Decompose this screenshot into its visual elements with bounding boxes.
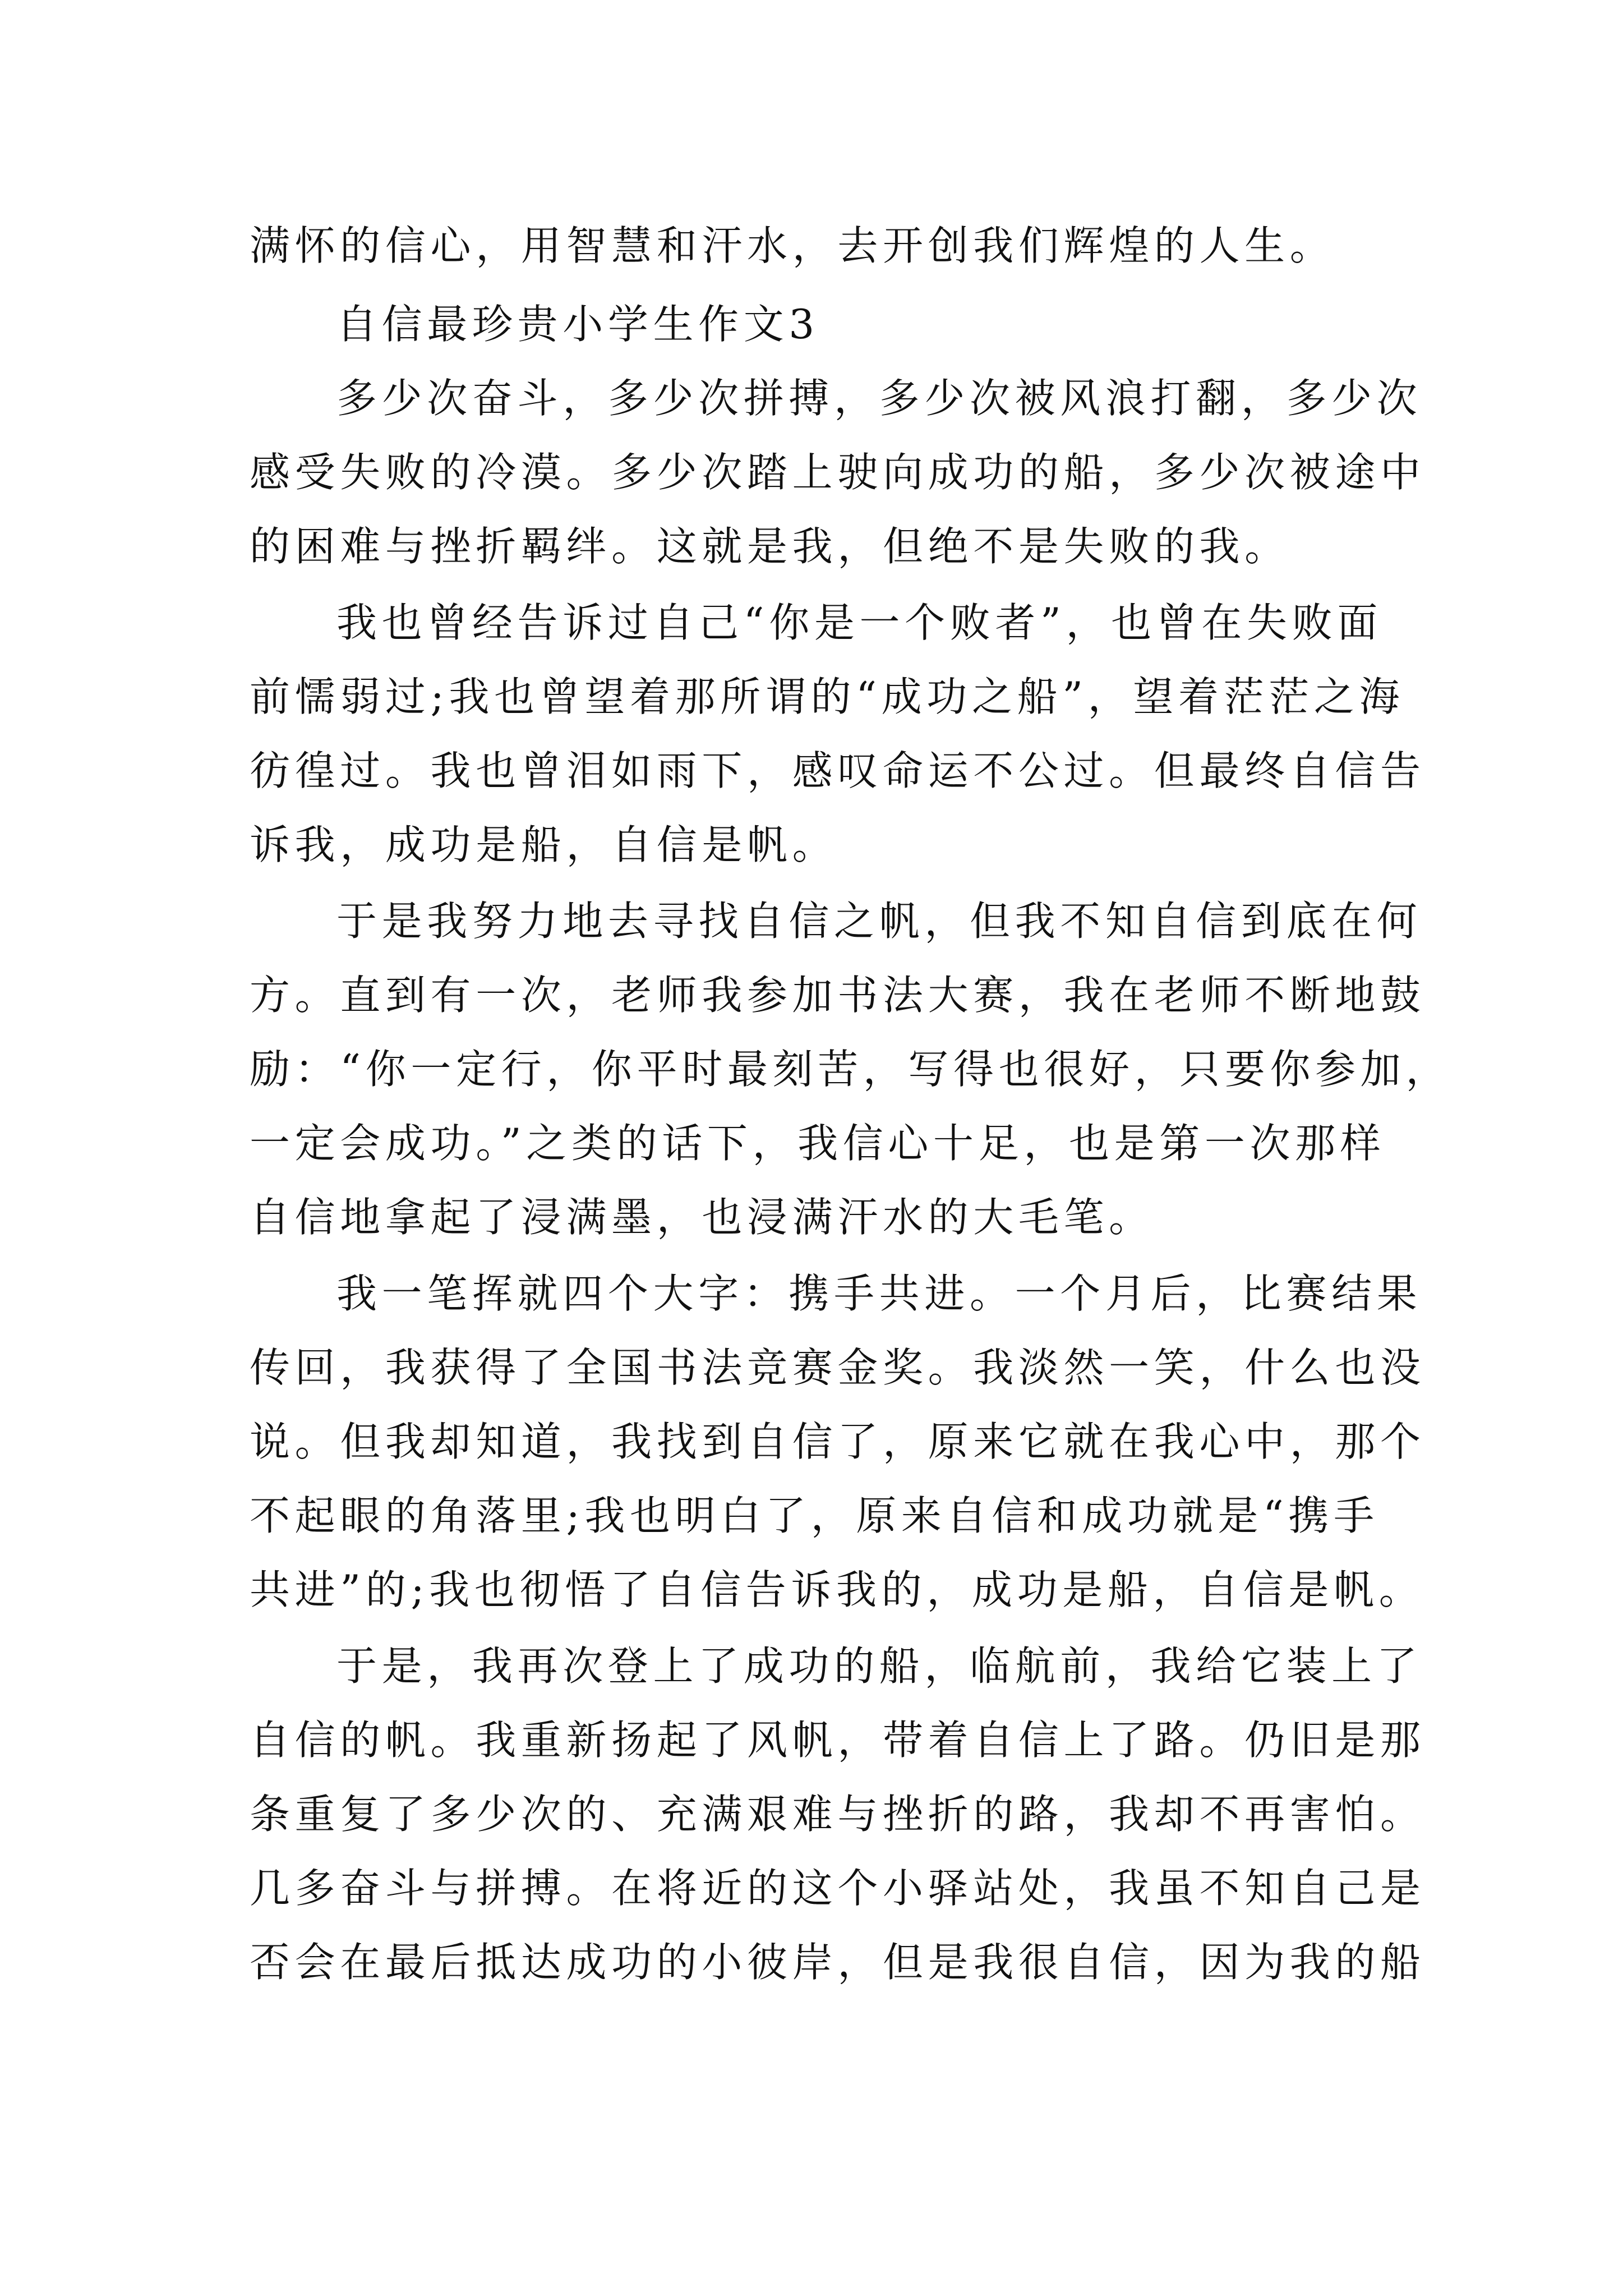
section-heading: 自信最珍贵小学生作文3 (336, 301, 819, 348)
text-line: 感受失败的冷漠。多少次踏上驶向成功的船，多少次被途中 (250, 449, 1426, 496)
text-line: 条重复了多少次的、充满艰难与挫折的路，我却不再害怕。 (250, 1791, 1426, 1838)
text-line: 多少次奋斗，多少次拼搏，多少次被风浪打翻，多少次 (336, 375, 1422, 422)
text-line: 的困难与挫折羁绊。这就是我，但绝不是失败的我。 (250, 523, 1290, 570)
text-line: 方。直到有一次，老师我参加书法大赛，我在老师不断地鼓 (250, 972, 1426, 1019)
text-line: 自信地拿起了浸满墨，也浸满汗水的大毛笔。 (250, 1194, 1154, 1241)
text-line: 于是，我再次登上了成功的船，临航前，我给它装上了 (336, 1642, 1422, 1690)
text-line: 一定会成功。”之类的话下，我信心十足，也是第一次那样 (250, 1120, 1386, 1167)
text-line: 诉我，成功是船，自信是帆。 (250, 821, 838, 868)
text-line: 满怀的信心，用智慧和汗水，去开创我们辉煌的人生。 (250, 222, 1335, 269)
text-line: 我也曾经告诉过自己“你是一个败者”，也曾在失败面 (336, 599, 1382, 646)
text-line: 共进”的;我也彻悟了自信告诉我的，成功是船，自信是帆。 (250, 1566, 1424, 1613)
text-line: 自信的帆。我重新扬起了风帆，带着自信上了路。仍旧是那 (250, 1717, 1426, 1764)
text-line: 我一笔挥就四个大字：携手共进。一个月后，比赛结果 (336, 1270, 1422, 1317)
text-line: 说。但我却知道，我找到自信了，原来它就在我心中，那个 (250, 1418, 1426, 1465)
text-line: 几多奋斗与拼搏。在将近的这个小驿站处，我虽不知自己是 (250, 1865, 1426, 1912)
text-line: 否会在最后抵达成功的小彼岸，但是我很自信，因为我的船 (250, 1939, 1426, 1986)
text-line: 彷徨过。我也曾泪如雨下，感叹命运不公过。但最终自信告 (250, 747, 1426, 794)
text-line: 于是我努力地去寻找自信之帆，但我不知自信到底在何 (336, 898, 1422, 945)
text-line: 前懦弱过;我也曾望着那所谓的“成功之船”，望着茫茫之海 (250, 673, 1405, 720)
text-line: 传回，我获得了全国书法竞赛金奖。我淡然一笑，什么也没 (250, 1344, 1426, 1391)
text-line: 励：“你一定行，你平时最刻苦，写得也很好，只要你参加， (250, 1046, 1451, 1093)
text-line: 不起眼的角落里;我也明白了，原来自信和成功就是“携手 (250, 1492, 1379, 1539)
